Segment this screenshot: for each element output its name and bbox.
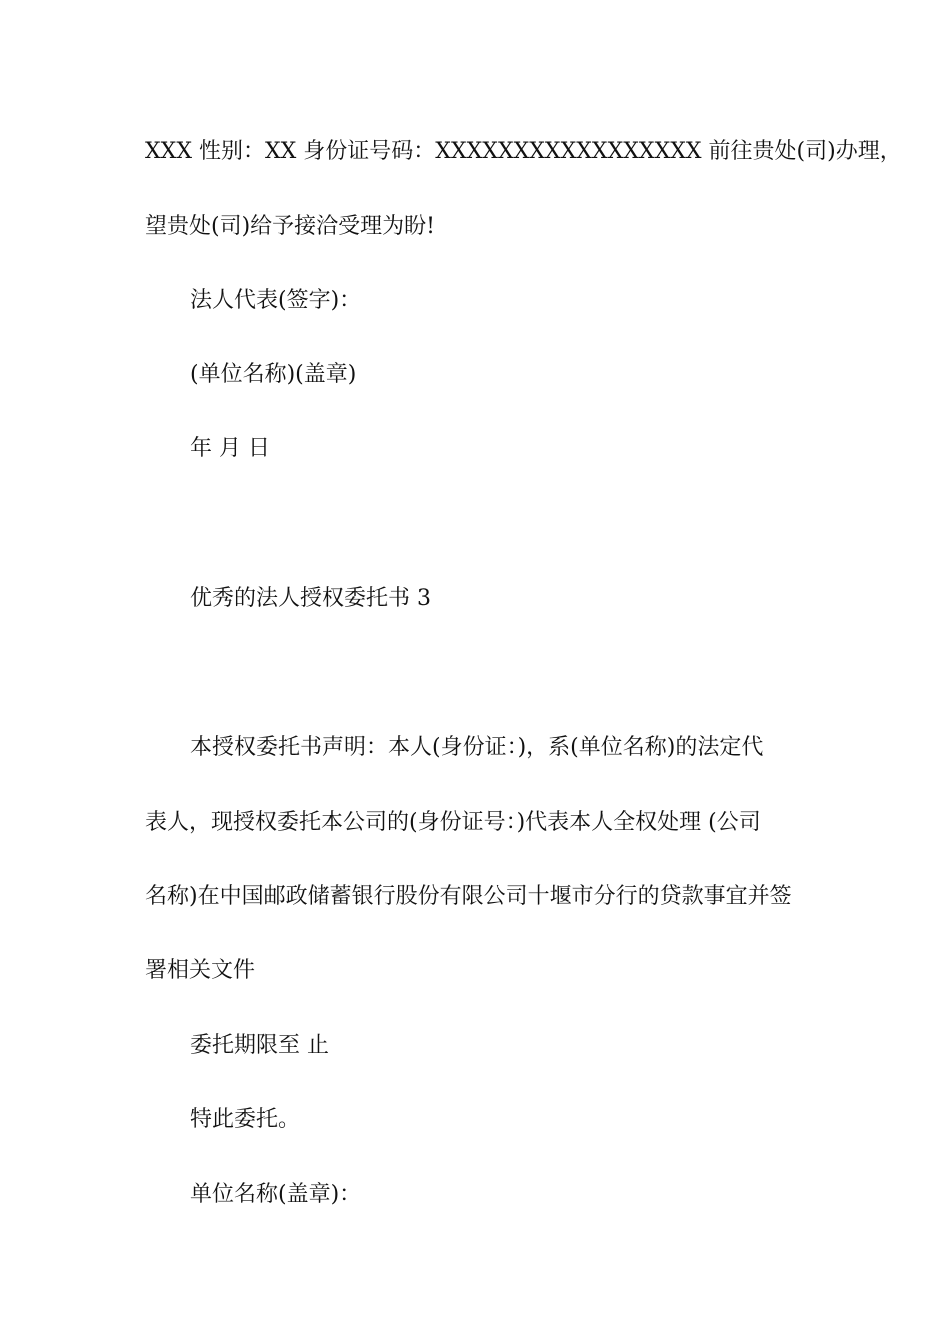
body-text-line: 名称)在中国邮政储蓄银行股份有限公司十堰市分行的贷款事宜并签 bbox=[145, 884, 792, 909]
body-text-line: 本授权委托书声明：本人(身份证：)，系(单位名称)的法定代 bbox=[190, 735, 764, 760]
body-text-line: 望贵处(司)给予接洽受理为盼! bbox=[145, 214, 436, 239]
body-text-line: 表人，现授权委托本公司的(身份证号：)代表本人全权处理 (公司 bbox=[145, 810, 761, 835]
signature-line: 法人代表(签字)： bbox=[190, 288, 362, 313]
term-line: 委托期限至 止 bbox=[190, 1033, 329, 1058]
body-text-line: 署相关文件 bbox=[145, 958, 256, 983]
closing-line: 特此委托。 bbox=[190, 1107, 301, 1132]
date-line: 年 月 日 bbox=[190, 436, 270, 461]
company-seal-line: 单位名称(盖章)： bbox=[190, 1182, 362, 1207]
section-title: 优秀的法人授权委托书 3 bbox=[190, 586, 431, 611]
body-text-line: XXX 性别：XX 身份证号码：XXXXXXXXXXXXXXXXX 前往贵处(司)办理， bbox=[145, 139, 902, 164]
seal-line: (单位名称)(盖章) bbox=[190, 362, 357, 387]
